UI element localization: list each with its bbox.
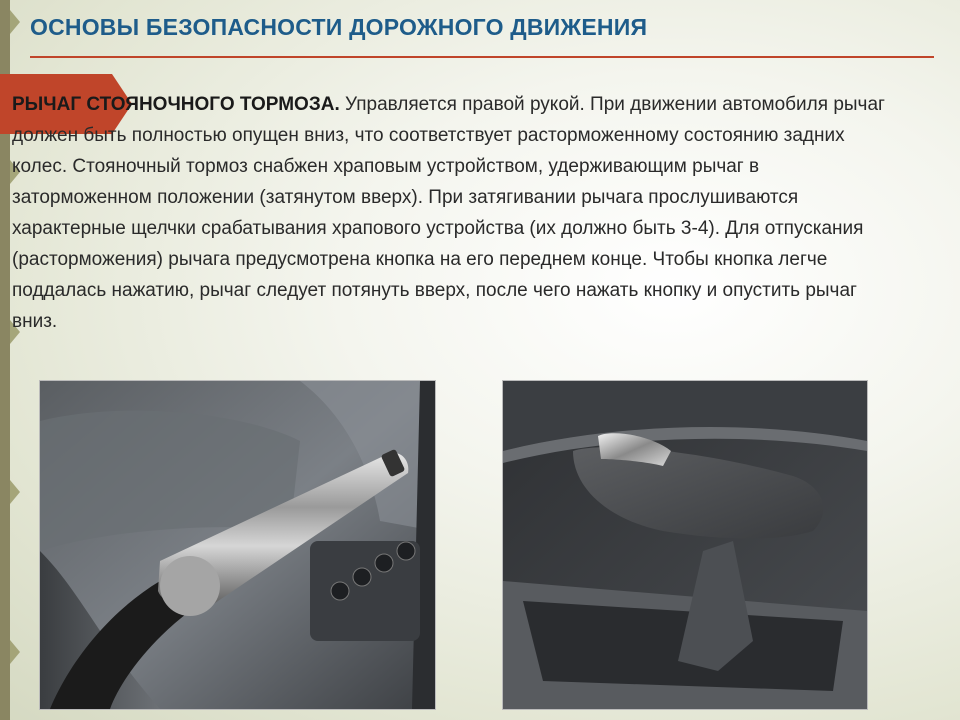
body-paragraph <box>12 89 902 337</box>
photo-parking-brake-leather <box>502 380 868 710</box>
body-text: Управляется правой рукой. При движении автомобиля рычаг должен быть полностью опущен вниз, что соответствует расторможенному состоянию задних колес. Стояночный тормоз снабжен храповым устройством, удерживающим рычаг в заторможенном положении (затянутом вверх). При затягивании рычага прослушиваются характерные щелчки срабатывания храпового устройства (их должно быть 3-4). Для отпускания (расторможения) рычага предусмотрена кнопка на его переднем конце. Чтобы кнопка легче поддалась нажатию, рычаг следует потянуть вверх, после чего нажать кнопку и опустить рычаг вниз. <box>12 94 885 332</box>
page-title: ОСНОВЫ БЕЗОПАСНОСТИ ДОРОЖНОГО ДВИЖЕНИЯ <box>30 14 648 40</box>
body-lead: РЫЧАГ СТОЯНОЧНОГО ТОРМОЗА. <box>12 94 340 115</box>
photo-parking-brake-chrome <box>39 380 436 710</box>
title-divider <box>30 56 934 58</box>
